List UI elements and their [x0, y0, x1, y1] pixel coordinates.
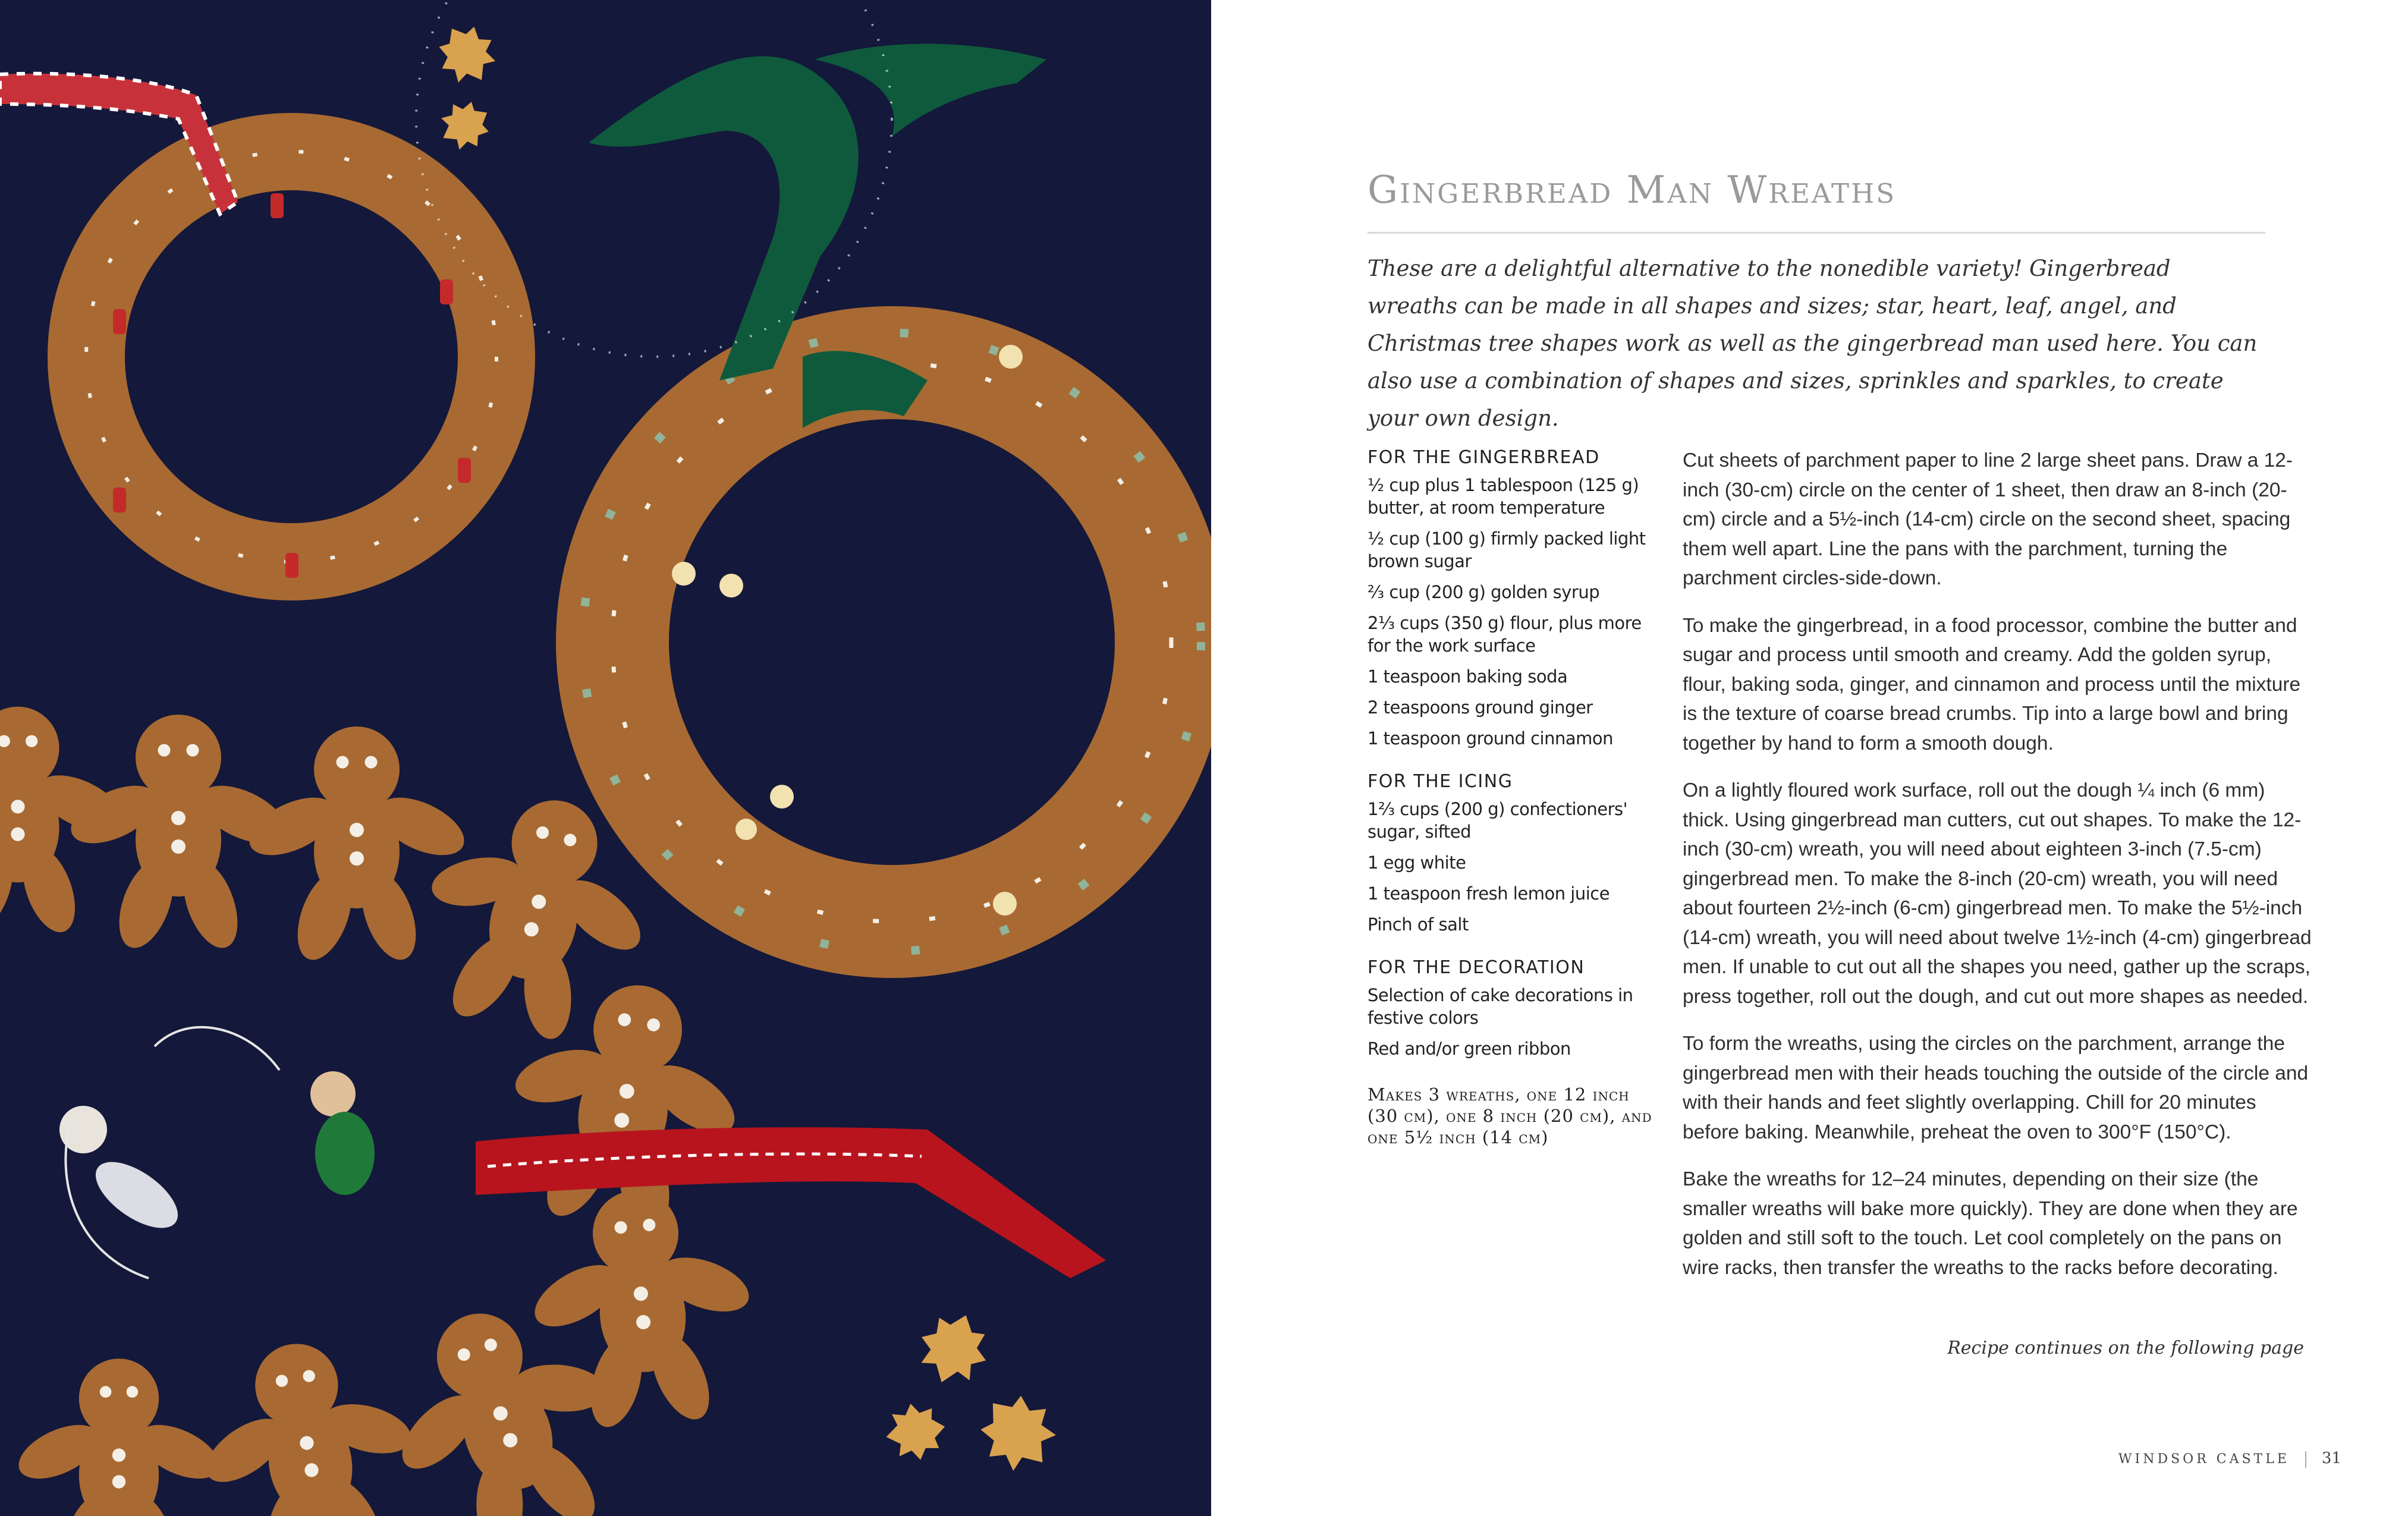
method-step: Bake the wreaths for 12–24 minutes, depending on their size (the smaller wreaths will bake more quickly). They are done when they are golden and still soft to the touch. Let cool completely on the pans on wire racks, then transfer the wreaths to the racks before decorating.: [1683, 1168, 2298, 1279]
ingredient-item: 1⅔ cups (200 g) confectioners' sugar, sifted: [1368, 799, 1628, 842]
icing-heading: FOR THE ICING: [1368, 771, 1513, 792]
ingredient-item: Red and/or green ribbon: [1368, 1039, 1571, 1059]
method-step: Cut sheets of parchment paper to line 2 large sheet pans. Draw a 12-inch (30-cm) circle on the center of 1 sheet, then draw an 8-inch (20-cm) circle and a 5½-inch (14-cm) circle on the second sheet, spacing them well apart. Line the pans with the parchment, turning the parchment circles-side-down.: [1683, 449, 2293, 589]
ingredient-item: Selection of cake decorations in festive colors: [1368, 985, 1633, 1028]
ingredients-column: [1368, 447, 1659, 1148]
intro-text: These are a delightful alternative to the nonedible variety! Gingerbread wreaths can be made in all shapes and sizes; star, heart, leaf, angel, and Christmas tree shapes work as well as the gingerbread man used here. You can also use a combination of shapes and sizes, sprinkles and sparkles, to create your own design.: [1368, 256, 2258, 431]
ingredient-item: 2⅓ cups (350 g) flour, plus more for the work surface: [1368, 613, 1642, 656]
ingredient-item: 1 teaspoon baking soda: [1368, 666, 1568, 687]
footer-section: WINDSOR CASTLE: [2118, 1452, 2290, 1467]
continued-note: Recipe continues on the following page: [1947, 1338, 2304, 1358]
ingredient-item: 1 teaspoon ground cinnamon: [1368, 728, 1613, 748]
method-column: [1683, 446, 2313, 1300]
title-divider: [1368, 232, 2265, 234]
method-step: On a lightly floured work surface, roll out the dough ¼ inch (6 mm) thick. Using gingerbread man cutters, cut out shapes. To make the 12-inch (30-cm) wreath, you will need about eighteen 3-inch (7.5-cm) gingerbread men. To make the 8-inch (20-cm) wreath, you will need about fourteen 2½-inch (6-cm) gingerbread men. To make the 5½-inch (14-cm) wreath, you will need about twelve 1½-inch (4-cm) gingerbread men. If unable to cut out all the shapes you need, gather up the scraps, press together, roll out the dough, and cut out more shapes as needed.: [1683, 779, 2312, 1008]
ingredient-item: Pinch of salt: [1368, 914, 1469, 935]
ingredient-item: 1 teaspoon fresh lemon juice: [1368, 883, 1610, 904]
method-step: To form the wreaths, using the circles on the parchment, arrange the gingerbread men with their heads touching the outside of the circle and with their hands and feet slightly overlapping. Chill for 20 minutes before baking. Meanwhile, preheat the oven to 300°F (150°C).: [1683, 1033, 2309, 1143]
ingredient-item: 1 egg white: [1368, 853, 1466, 873]
gingerbread-heading: FOR THE GINGERBREAD: [1368, 447, 1600, 468]
ingredient-item: ½ cup plus 1 tablespoon (125 g) butter, at room temperature: [1368, 475, 1639, 518]
ingredient-item: 2 teaspoons ground ginger: [1368, 697, 1593, 718]
decoration-heading: FOR THE DECORATION: [1368, 957, 1585, 978]
recipe-intro: [1368, 250, 2259, 437]
method-step: To make the gingerbread, in a food processor, combine the butter and sugar and process until smooth and creamy. Add the golden syrup, flour, baking soda, ginger, and cinnamon and process until the mixture is the texture of coarse bread crumbs. Tip into a large bowl and bring together by hand to form a smooth dough.: [1683, 614, 2301, 754]
ingredient-item: ⅔ cup (200 g) golden syrup: [1368, 582, 1600, 602]
page-footer: [2118, 1449, 2341, 1468]
recipe-yield: Makes 3 wreaths, one 12 inch (30 cm), one 8 inch (20 cm), and one 5½ inch (14 cm): [1368, 1084, 1652, 1147]
ingredient-item: ½ cup (100 g) firmly packed light brown sugar: [1368, 529, 1646, 571]
page-number: 31: [2321, 1449, 2341, 1467]
recipe-title: Gingerbread Man Wreaths: [1368, 168, 1897, 212]
footer-separator: [2305, 1451, 2306, 1468]
